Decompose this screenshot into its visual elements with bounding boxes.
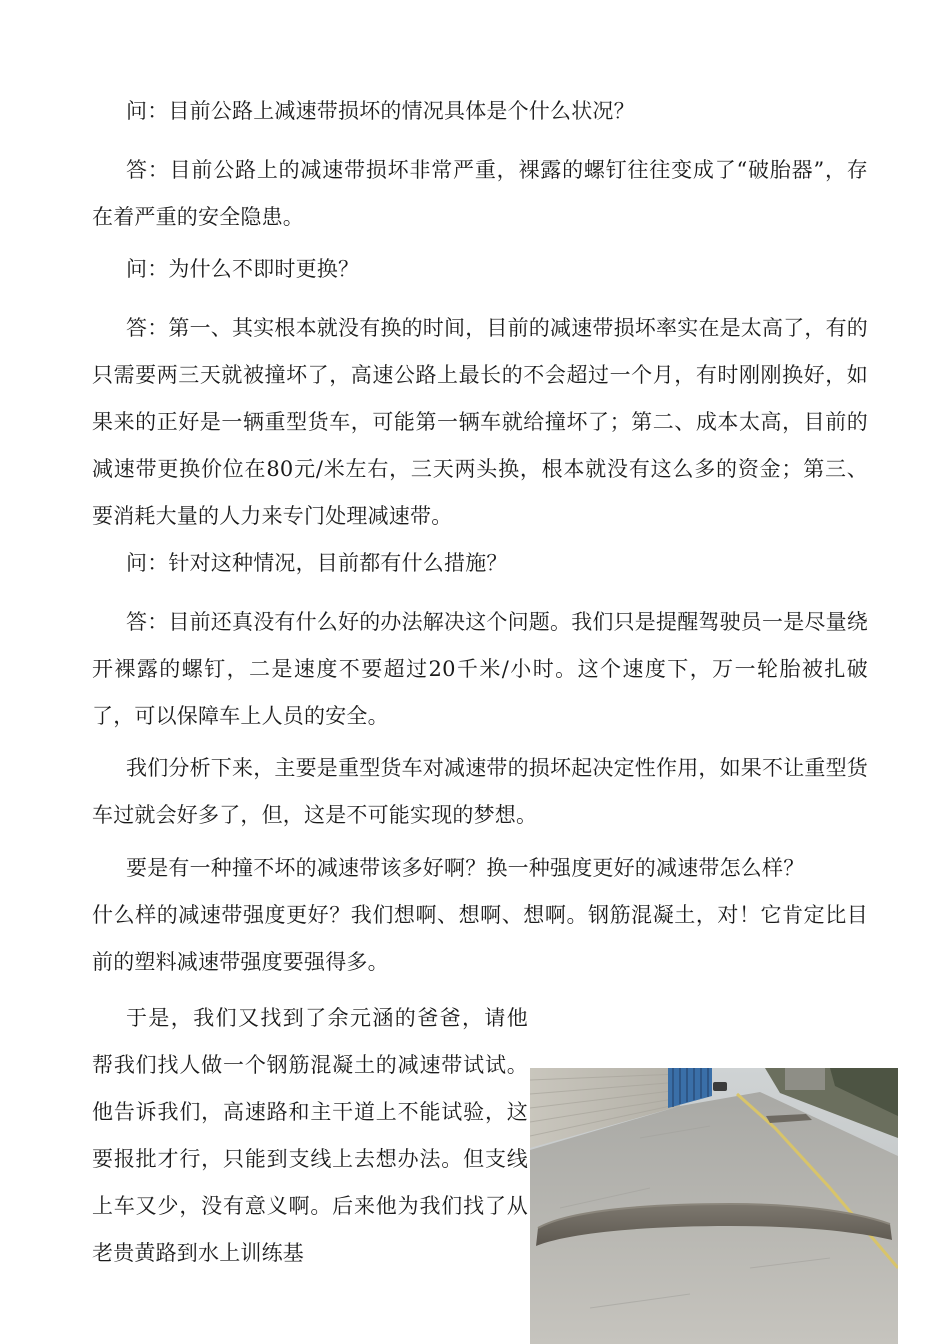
paragraph-question-2: 问：为什么不即时更换？ xyxy=(126,257,360,281)
paragraph-idea: 要是有一种撞不坏的减速带该多好啊？换一种强度更好的减速带怎么样？ xyxy=(126,856,805,880)
paragraph-answer-1: 答：目前公路上的减速带损坏非常严重，裸露的螺钉往往变成了“破胎器”，存在着严重的安全隐患。 xyxy=(92,158,868,229)
paragraph-trial: 于是，我们又找到了余元涵的爸爸，请他帮我们找人做一个钢筋混凝土的减速带试试。他告诉我们，高速路和主干道上不能试验，这要报批才行，只能到支线上去想办法。但支线上车又少，没有意义啊。后来他为我们找了从老贵黄路到水上训练基 xyxy=(92,995,868,1342)
paragraph-question-3: 问：针对这种情况，目前都有什么措施？ xyxy=(126,551,508,575)
speed-bump-photo xyxy=(530,1068,898,1344)
paragraph-answer-3: 答：目前还真没有什么好的办法解决这个问题。我们只是提醒驾驶员一是尽量绕开裸露的螺钉，二是速度不要超过20千米/小时。这个速度下，万一轮胎被扎破了，可以保障车上人员的安全。 xyxy=(92,610,868,728)
paragraph-idea-continued: 什么样的减速带强度更好？我们想啊、想啊、想啊。钢筋混凝土，对！它肯定比目前的塑料减速带强度要强得多。 xyxy=(92,903,868,974)
paragraph-analysis: 我们分析下来，主要是重型货车对减速带的损坏起决定性作用，如果不让重型货车过就会好多了，但，这是不可能实现的梦想。 xyxy=(92,756,868,827)
paragraph-answer-2: 答：第一、其实根本就没有换的时间，目前的减速带损坏率实在是太高了，有的只需要两三天就被撞坏了，高速公路上最长的不会超过一个月，有时刚刚换好，如果来的正好是一辆重型货车，可能第一辆车就给撞坏了；第二、成本太高，目前的减速带更换价位在80元/米左右，三天两头换，根本就没有这么多的资金；第三、要消耗大量的人力来专门处理减速带。 xyxy=(92,316,868,528)
paragraph-question-1: 问：目前公路上减速带损坏的情况具体是个什么状况？ xyxy=(126,99,635,123)
